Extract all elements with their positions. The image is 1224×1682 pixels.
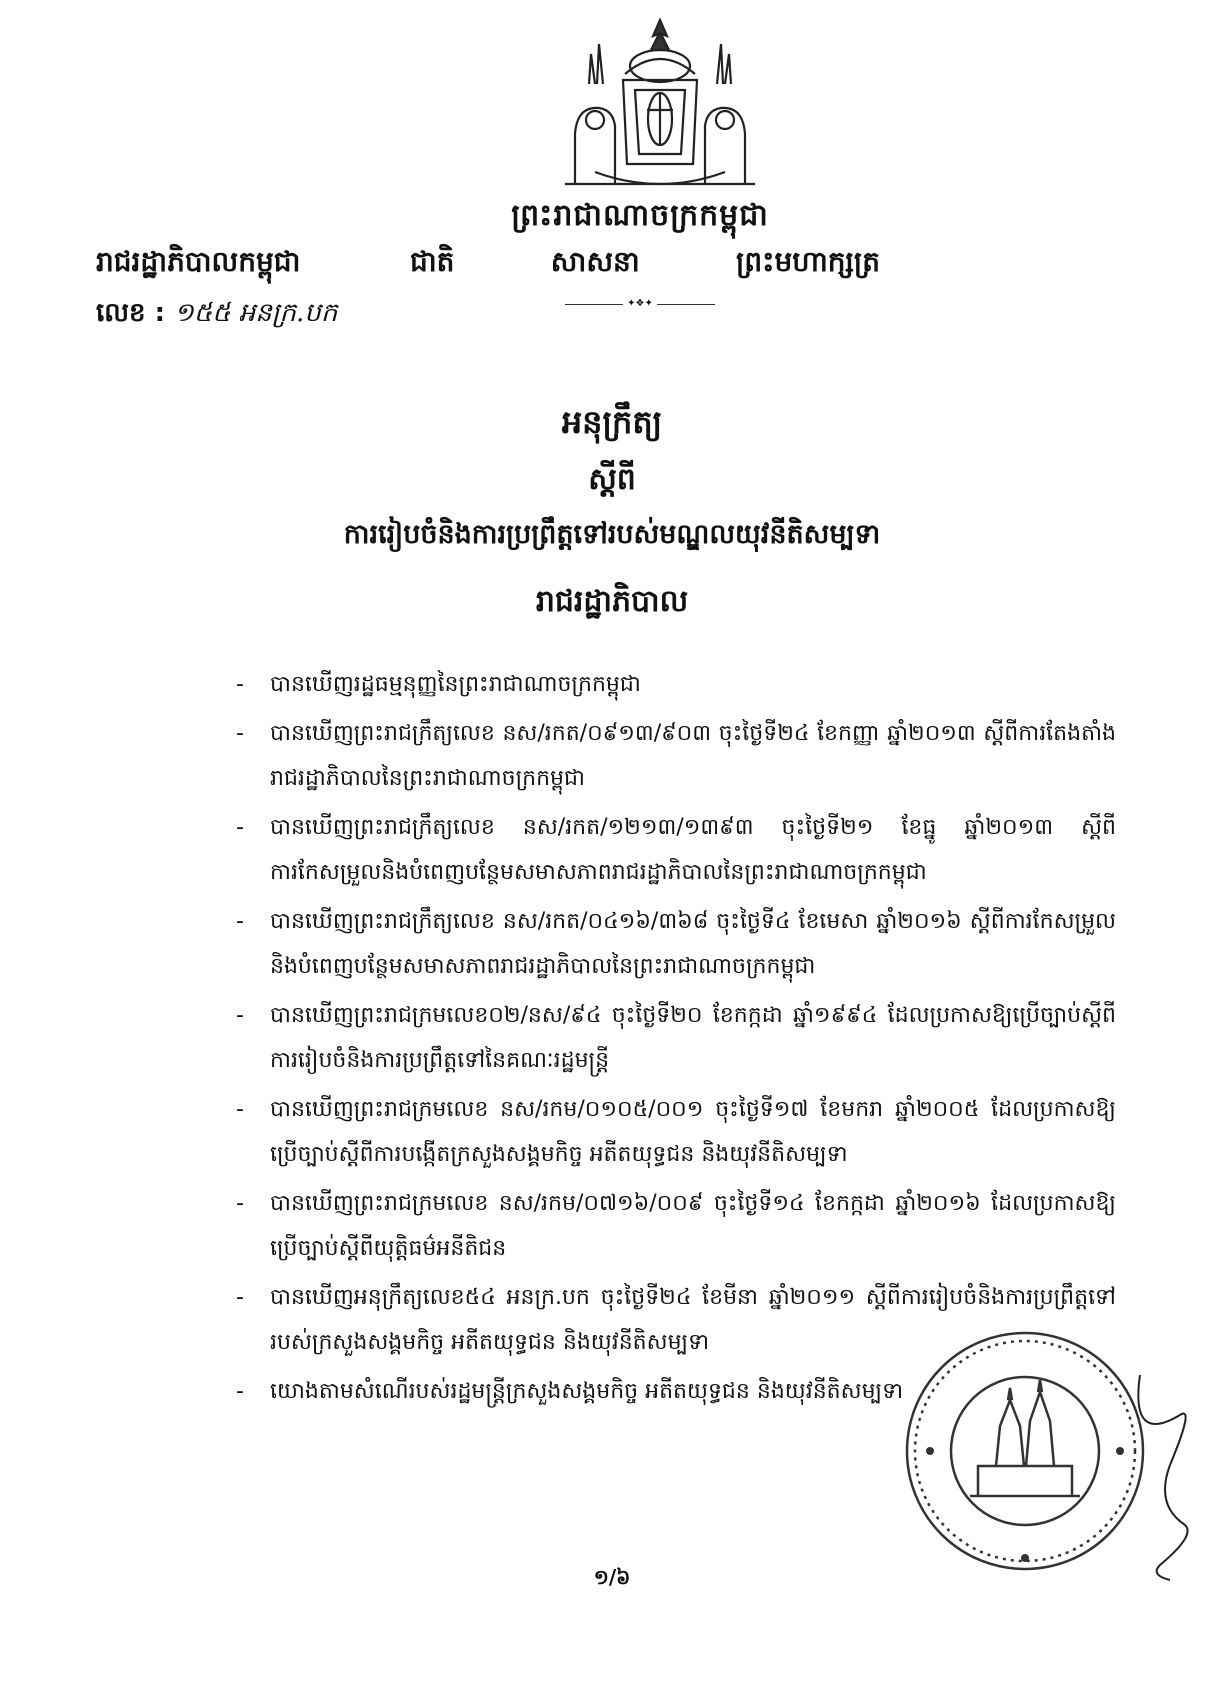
motto-king: ព្រះមហាក្សត្រ [736,245,880,278]
signature-icon [1100,1355,1200,1585]
document-subject: ការរៀបចំនិងការប្រព្រឹត្តទៅរបស់មណ្ឌលយុវនីតិសម្បទា [343,519,881,550]
preamble-list [236,662,1116,1418]
list-item: - បានឃើញព្រះរាជក្រមលេខ០២/នស/៩៤ ចុះថ្ងៃទី២០ ខែកក្កដា ឆ្នាំ១៩៩៤ ដែលប្រកាសឱ្យប្រើច្បាប់ស្តីពីការរៀបចំនិងការប្រព្រឹត្តទៅនៃគណៈរដ្ឋមន្ត្រី [236,1003,1116,1073]
government-name: រាជរដ្ឋាភិបាលកម្ពុជា [96,245,301,278]
issuer: រាជរដ្ឋាភិបាល [535,584,689,619]
ornamental-divider: ✦❖✦ [565,298,715,310]
list-item: - យោងតាមសំណើរបស់រដ្ឋមន្ត្រីក្រសួងសង្គមកិច្ច អតីតយុទ្ធជន និងយុវនីតិសម្បទា [236,1379,904,1404]
page-number: ១/៦ [593,1565,631,1589]
reference-label: លេខ : [96,298,165,328]
reference-number [96,296,337,334]
list-item: - បានឃើញអនុក្រឹត្យលេខ៥៤ អនក្រ.បក ចុះថ្ងៃទី២៤ ខែមីនា ឆ្នាំ២០១១ ស្តីពីការរៀបចំនិងការប្រព្រឹត្តទៅរបស់ក្រសួងសង្គមកិច្ច អតីតយុទ្ធជន និងយុវនីតិសម្បទា [236,1285,1116,1355]
kingdom-title: ព្រះរាជាណាចក្រកម្ពុជា [511,198,769,233]
list-item: - បានឃើញព្រះរាជក្រមលេខ នស/រកម/០១០៥/០០១ ចុះថ្ងៃទី១៧ ខែមករា ឆ្នាំ២០០៥ ដែលប្រកាសឱ្យប្រើច្បាប់ស្តីពីការបង្កើតក្រសួងសង្គមកិច្ច អតីតយុទ្ធជន និងយុវនីតិសម្បទា [236,1097,1116,1167]
royal-coat-of-arms-icon [555,14,765,194]
motto-religion: សាសនា [550,245,640,278]
list-item: - បានឃើញព្រះរាជក្រមលេខ នស/រកម/០៧១៦/០០៩ ចុះថ្ងៃទី១៤ ខែកក្កដា ឆ្នាំ២០១៦ ដែលប្រកាសឱ្យប្រើច្បាប់ស្តីពីយុត្តិធម៌អនីតិជន [236,1191,1116,1261]
list-item: - បានឃើញព្រះរាជក្រឹត្យលេខ នស/រកត/១២១៣/១៣៩៣ ចុះថ្ងៃទី២១ ខែធ្នូ ឆ្នាំ២០១៣ ស្តីពីការកែសម្រួលនិងបំពេញបន្ថែមសមាសភាពរាជរដ្ឋាភិបាលនៃព្រះរាជាណាចក្រកម្ពុជា [236,815,1116,885]
about-label: ស្តីពី [588,462,636,497]
reference-value: ១៥៥ អនក្រ.បក [174,298,338,328]
document-type: អនុក្រឹត្យ [561,403,663,441]
national-motto [410,244,880,285]
list-item: - បានឃើញរដ្ឋធម្មនុញ្ញនៃព្រះរាជាណាចក្រកម្ពុជា [236,672,641,697]
list-item: - បានឃើញព្រះរាជក្រឹត្យលេខ នស/រកត/០៤១៦/៣៦៨ ចុះថ្ងៃទី៤ ខែមេសា ឆ្នាំ២០១៦ ស្តីពីការកែសម្រួលនិងបំពេញបន្ថែមសមាសភាពរាជរដ្ឋាភិបាលនៃព្រះរាជាណាចក្រកម្ពុជា [236,909,1116,979]
list-item: - បានឃើញព្រះរាជក្រឹត្យលេខ នស/រកត/០៩១៣/៩០៣ ចុះថ្ងៃទី២៤ ខែកញ្ញា ឆ្នាំ២០១៣ ស្តីពីការតែងតាំងរាជរដ្ឋាភិបាលនៃព្រះរាជាណាចក្រកម្ពុជា [236,721,1116,791]
motto-nation: ជាតិ [410,245,455,278]
